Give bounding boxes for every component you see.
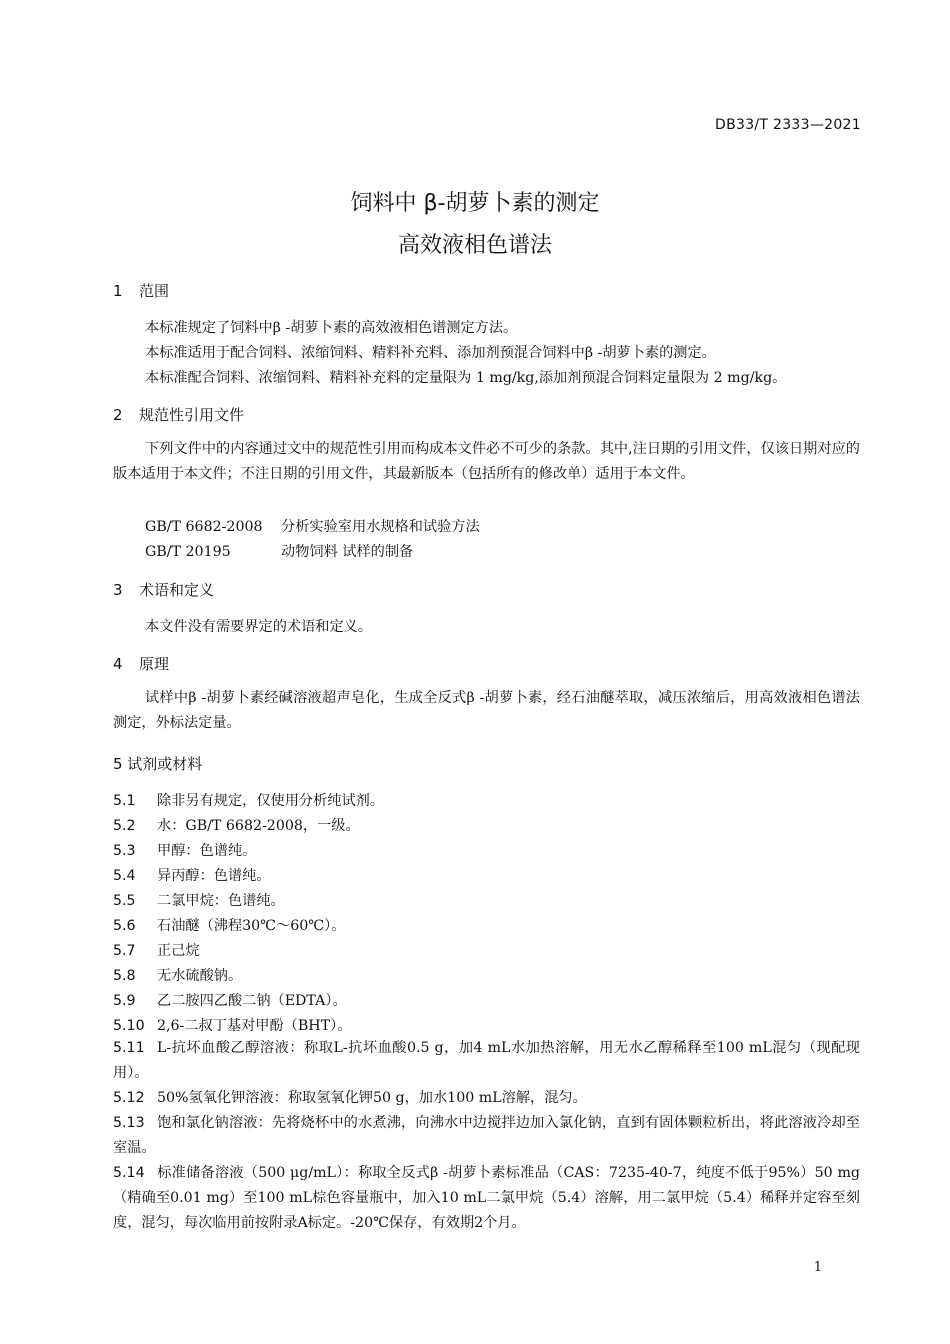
document-title: 饲料中 β-胡萝卜素的测定: [350, 191, 600, 216]
document-subtitle: 高效液相色谱法: [397, 233, 552, 258]
item-text: 乙二胺四乙酸二钠（EDTA）。: [157, 993, 347, 1009]
item-number: 5.9: [113, 993, 136, 1009]
reagent-item: [113, 890, 285, 910]
paragraph: 本标准配合饲料、浓缩饲料、精料补充料的定量限为 1 mg/kg,添加剂预混合饲料定量限为 2 mg/kg。: [145, 370, 787, 386]
item-number: 5.2: [113, 818, 136, 834]
reference-code: GB/T 20195: [145, 544, 231, 560]
reagent-item: [113, 965, 242, 985]
reagent-item: [113, 865, 271, 885]
item-text: 饱和氯化钠溶液：先将烧杯中的水煮沸，向沸水中边搅拌边加入氯化钠，直到有固体颗粒析出，将此溶液冷却至室温。: [113, 1115, 860, 1156]
section-number: 4: [113, 655, 123, 673]
item-number: 5.3: [113, 843, 136, 859]
reagent-item: [113, 840, 256, 860]
reagent-item: [113, 1036, 860, 1086]
section-heading-scope: [113, 280, 169, 301]
item-number: 5.10: [113, 1018, 145, 1034]
section-heading-terms: [113, 579, 214, 600]
item-text: 50%氢氧化钾溶液：称取氢氧化钾50 g，加水100 mL溶解，混匀。: [157, 1090, 587, 1106]
section-number: 1: [113, 282, 123, 300]
reagent-item: [113, 1111, 860, 1161]
reagent-item: [113, 790, 384, 810]
section-number: 3: [113, 581, 123, 599]
reagent-item: [113, 1161, 860, 1236]
reagent-item: [113, 815, 360, 835]
paragraph: 下列文件中的内容通过文中的规范性引用而构成本文件必不可少的条款。其中,注日期的引用文件，仅该日期对应的版本适用于本文件；不注日期的引用文件，其最新版本（包括所有的修改单）适用于本文件。: [113, 441, 860, 482]
reagent-item: [113, 940, 200, 960]
page-number: 1: [813, 1260, 822, 1275]
section-heading-principle: [113, 653, 169, 674]
reference-name: 动物饲料 试样的制备: [281, 544, 414, 560]
item-text: L-抗坏血酸乙醇溶液：称取L-抗坏血酸0.5 g，加4 mL水加热溶解，用无水乙醇稀释至100 mL混匀（现配现用）。: [113, 1040, 860, 1081]
item-text: 二氯甲烷：色谱纯。: [157, 893, 285, 909]
section-number: 2: [113, 406, 123, 424]
reference-code: GB/T 6682-2008: [145, 519, 263, 535]
reagent-item: [113, 990, 347, 1010]
standard-code: DB33/T 2333—2021: [715, 117, 861, 133]
paragraph: 试样中β -胡萝卜素经碱溶液超声皂化，生成全反式β -胡萝卜素，经石油醚萃取，减压浓缩后，用高效液相色谱法测定，外标法定量。: [113, 690, 860, 731]
paragraph: 本文件没有需要界定的术语和定义。: [145, 619, 373, 635]
item-text: 甲醇：色谱纯。: [157, 843, 257, 859]
item-number: 5.8: [113, 968, 136, 984]
item-number: 5.1: [113, 793, 136, 809]
item-text: 异丙醇：色谱纯。: [157, 868, 271, 884]
reagent-item: [113, 1086, 860, 1111]
item-number: 5.6: [113, 918, 136, 934]
reference-item: [145, 516, 480, 536]
paragraph: 本标准适用于配合饲料、浓缩饲料、精料补充料、添加剂预混合饲料中β -胡萝卜素的测定。: [145, 345, 716, 361]
paragraph: 本标准规定了饲料中β -胡萝卜素的高效液相色谱测定方法。: [145, 320, 518, 336]
item-number: 5.5: [113, 893, 136, 909]
item-text: 正己烷: [157, 943, 200, 959]
item-number: 5.13: [113, 1115, 145, 1131]
section-title: 规范性引用文件: [139, 406, 245, 424]
item-number: 5.7: [113, 943, 136, 959]
item-number: 5.12: [113, 1090, 145, 1106]
item-number: 5.14: [113, 1165, 145, 1181]
section-title: 术语和定义: [139, 581, 215, 599]
item-number: 5.11: [113, 1040, 145, 1056]
section-heading-reagents: 5 试剂或材料: [113, 755, 203, 773]
item-text: 2,6-二叔丁基对甲酚（BHT）。: [157, 1018, 352, 1034]
item-number: 5.4: [113, 868, 136, 884]
reference-item: [145, 541, 413, 561]
reagent-item: [113, 915, 345, 935]
reference-name: 分析实验室用水规格和试验方法: [281, 519, 480, 535]
section-title: 范围: [139, 282, 170, 300]
item-text: 水：GB/T 6682-2008，一级。: [157, 818, 360, 834]
reagent-item: [113, 1015, 351, 1035]
item-text: 标准储备溶液（500 μg/mL）：称取全反式β -胡萝卜素标准品（CAS：7235-40-7，纯度不低于95%）50 mg（精确至0.01 mg）至100 mL棕色容量瓶中，加入10 mL二氯甲烷（5.4）溶解，用二氯甲烷（5.4）稀释并定容至刻度，混匀，每次临用前按附录A标定。-20℃保存，有效期2个月。: [113, 1165, 860, 1231]
item-text: 石油醚（沸程30℃～60℃）。: [157, 918, 346, 934]
item-text: 除非另有规定，仅使用分析纯试剂。: [157, 793, 385, 809]
item-text: 无水硫酸钠。: [157, 968, 243, 984]
section-heading-normative-references: [113, 404, 244, 425]
section-title: 原理: [139, 655, 170, 673]
